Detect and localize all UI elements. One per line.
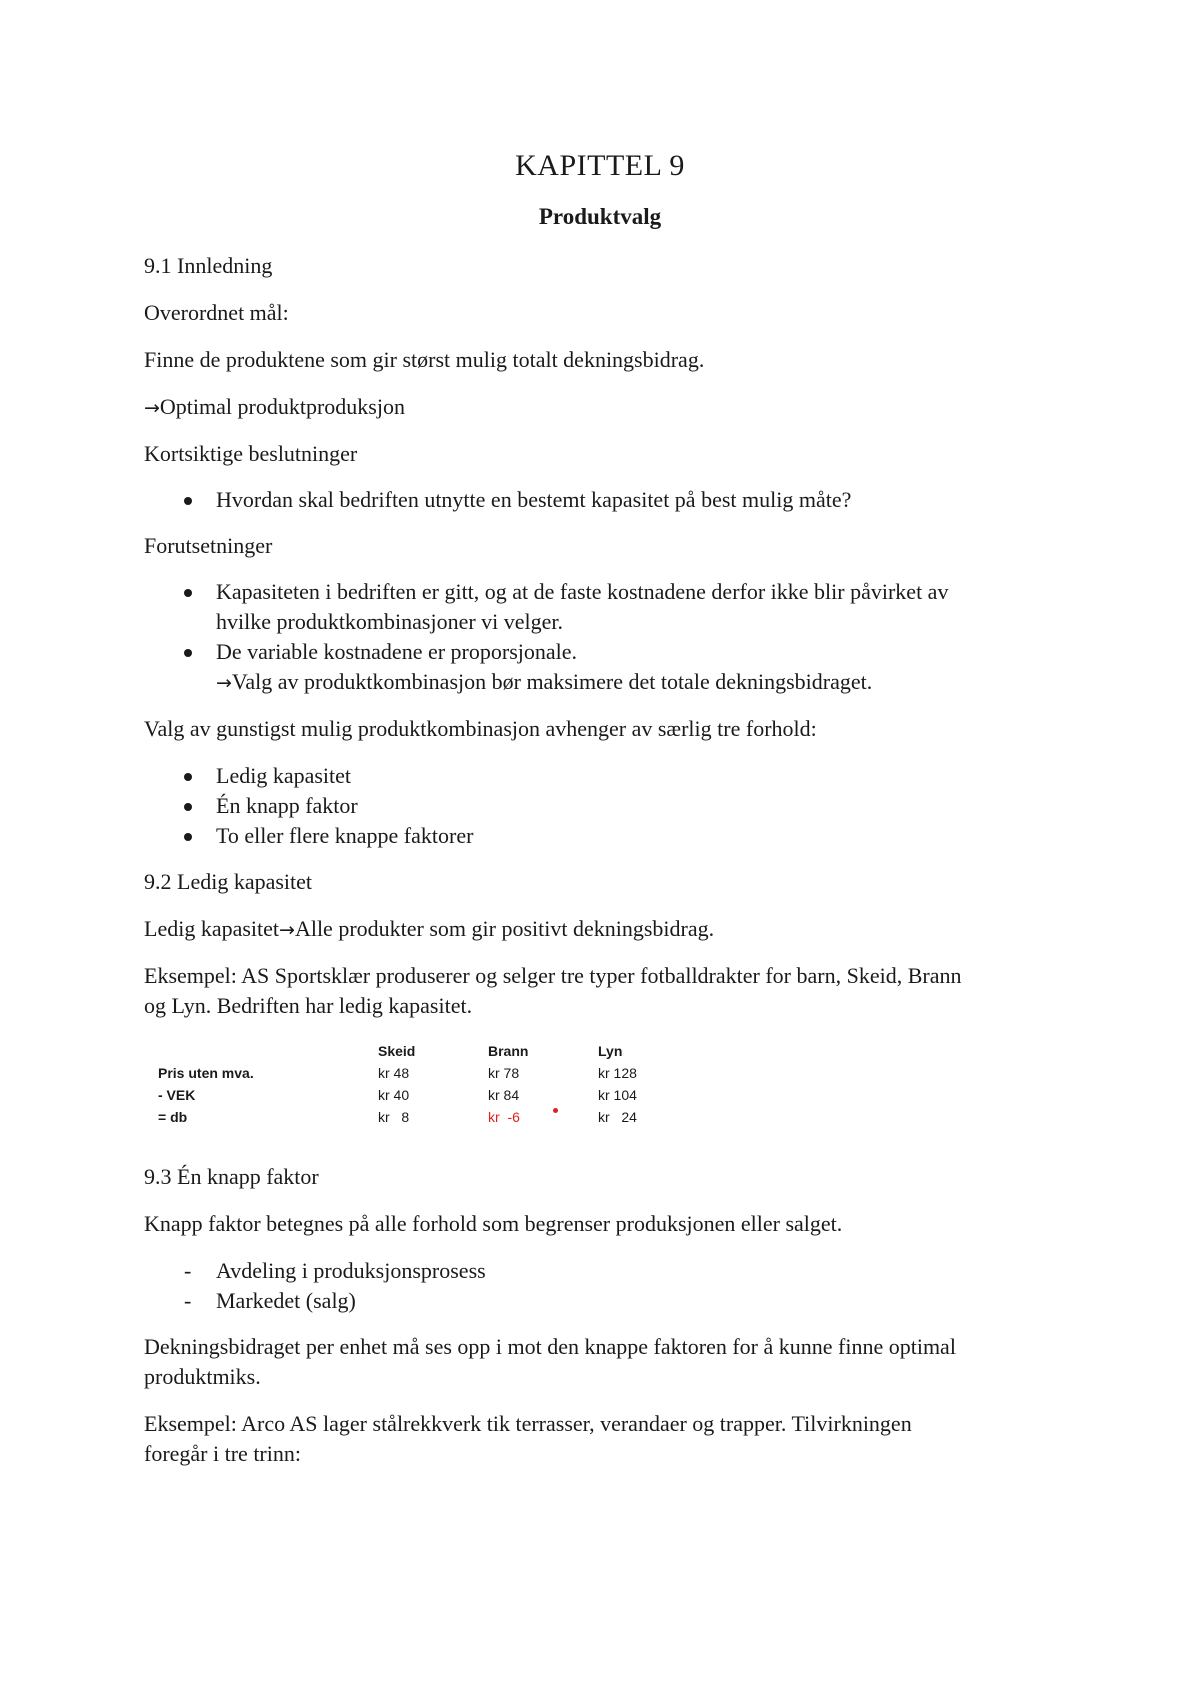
bullet-icon	[184, 833, 192, 841]
goal-text: Finne de produktene som gir størst mulig totalt dekningsbidrag.	[144, 347, 705, 372]
bullet-icon	[184, 497, 192, 505]
list-item-text: De variable kostnadene er proporsjonale.	[216, 639, 578, 664]
table-cell: kr 128	[598, 1065, 637, 1081]
chapter-title: KAPITTEL 9	[515, 149, 685, 182]
assumptions-label: Forutsetninger	[144, 533, 273, 558]
table-cell: kr 104	[598, 1087, 637, 1103]
goal-label: Overordnet mål:	[144, 300, 289, 325]
db-text: produktmiks.	[144, 1364, 261, 1389]
arrow-right-icon: →	[279, 919, 295, 941]
dash-marker: -	[184, 1258, 192, 1283]
table-cell-negative: kr -6	[488, 1109, 520, 1125]
rule-left: Ledig kapasitet	[144, 916, 280, 941]
list-item-text: To eller flere knappe faktorer	[216, 823, 474, 848]
list-item-text: Ledig kapasitet	[216, 763, 352, 788]
table-cell: kr 8	[378, 1109, 410, 1125]
arrow-right-icon: →	[216, 672, 232, 694]
rule-right: Alle produkter som gir positivt dekningsbidrag.	[294, 916, 715, 941]
arrow-right-icon: →	[144, 397, 160, 419]
bullet-icon	[184, 773, 192, 781]
section-heading-9-3: 9.3 Én knapp faktor	[144, 1164, 319, 1189]
table-col-header: Skeid	[378, 1043, 416, 1059]
section-heading-9-1: 9.1 Innledning	[144, 253, 273, 278]
table-row-label: - VEK	[158, 1087, 196, 1103]
list-item-text: Markedet (salg)	[216, 1288, 356, 1313]
rule-line	[144, 914, 1064, 945]
table-row-label: Pris uten mva.	[158, 1065, 254, 1081]
table-cell: kr 48	[378, 1065, 410, 1081]
short-term-label: Kortsiktige beslutninger	[144, 441, 358, 466]
optimal-production-text: Optimal produktproduksjon	[159, 394, 405, 419]
table-cell: kr 40	[378, 1087, 410, 1103]
red-mark-icon	[553, 1108, 558, 1113]
bullet-icon	[184, 589, 192, 597]
example-text: Eksempel: AS Sportsklær produserer og selger tre typer fotballdrakter for barn, Skeid, Brann	[144, 963, 962, 988]
dash-marker: -	[184, 1288, 192, 1313]
db-text: Dekningsbidraget per enhet må ses opp i mot den knappe faktoren for å kunne finne optimal	[144, 1334, 956, 1359]
list-item-text: Én knapp faktor	[216, 793, 358, 818]
table-cell: kr 84	[488, 1087, 520, 1103]
list-item-text: hvilke produktkombinasjoner vi velger.	[216, 609, 564, 634]
definition-text: Knapp faktor betegnes på alle forhold som begrenser produksjonen eller salget.	[144, 1211, 843, 1236]
bullet-icon	[184, 803, 192, 811]
table-col-header: Brann	[488, 1043, 529, 1059]
example-text: og Lyn. Bedriften har ledig kapasitet.	[144, 993, 473, 1018]
list-item-text: Valg av produktkombinasjon bør maksimere det totale dekningsbidraget.	[231, 669, 873, 694]
list-item-text: Kapasiteten i bedriften er gitt, og at de faste kostnadene derfor ikke blir påvirket av	[216, 579, 949, 604]
example-text: Eksempel: Arco AS lager stålrekkverk tik terrasser, verandaer og trapper. Tilvirkningen	[144, 1411, 912, 1436]
table-row-label: = db	[158, 1109, 188, 1125]
list-item-arrow-line	[216, 667, 1064, 698]
price-table	[150, 1040, 670, 1130]
chapter-subtitle: Produktvalg	[538, 204, 662, 229]
table-cell: kr 24	[598, 1109, 637, 1125]
optimal-production-line	[144, 392, 1064, 423]
list-item-text: Avdeling i produksjonsprosess	[216, 1258, 486, 1283]
table-col-header: Lyn	[598, 1043, 623, 1059]
table-cell: kr 78	[488, 1065, 520, 1081]
section-heading-9-2: 9.2 Ledig kapasitet	[144, 869, 313, 894]
example-text: foregår i tre trinn:	[144, 1441, 301, 1466]
bullet-icon	[184, 649, 192, 657]
list-item-text: Hvordan skal bedriften utnytte en bestemt kapasitet på best mulig måte?	[216, 487, 852, 512]
choice-text: Valg av gunstigst mulig produktkombinasjon avhenger av særlig tre forhold:	[144, 716, 817, 741]
